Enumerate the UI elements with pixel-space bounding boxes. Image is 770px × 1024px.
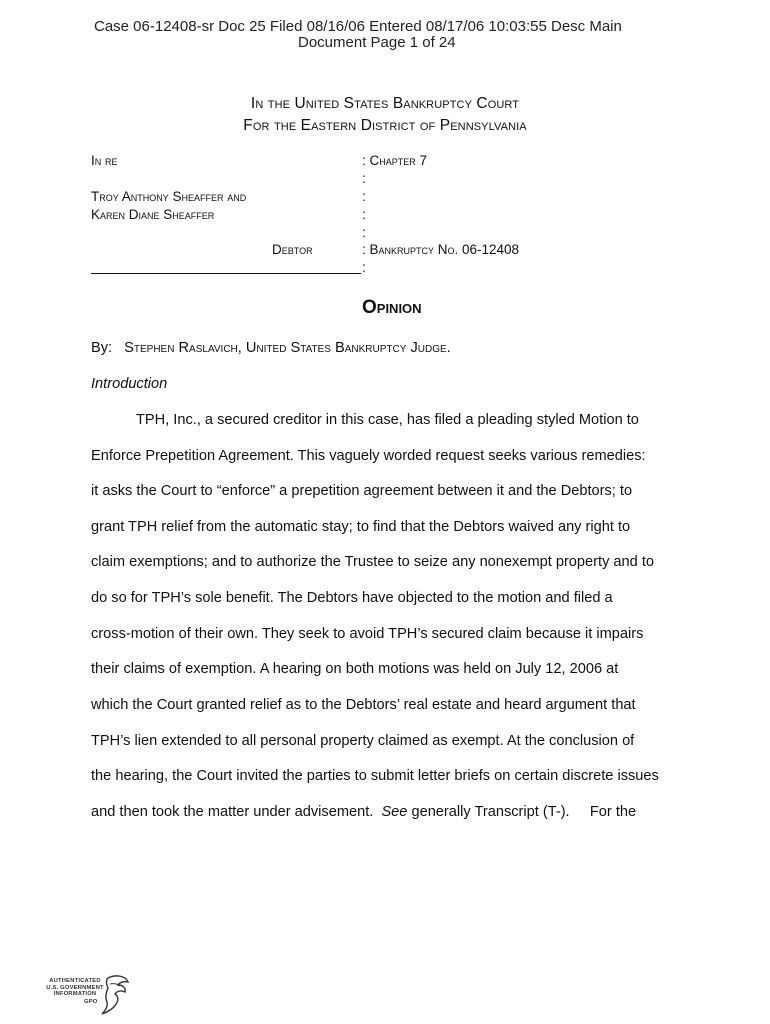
court-name: In the United States Bankruptcy Court [250, 95, 520, 112]
debtor-name-1: Troy Anthony Sheaffer and [91, 189, 247, 204]
body-line: it asks the Court to “enforce” a prepetition agreement between it and the Debtors; to [91, 483, 633, 499]
seal-line: INFORMATION [53, 991, 97, 998]
body-line: grant TPH relief from the automatic stay; to find that the Debtors waived any right to [91, 519, 631, 535]
body-text: generally Transcript (T-). For the [407, 804, 637, 820]
caption-rule [91, 273, 361, 274]
case-header-line1: Case 06-12408-sr Doc 25 Filed 08/16/06 Entered 08/17/06 10:03:55 Desc Main [94, 18, 622, 35]
by-label: By: [91, 340, 113, 356]
body-line: claim exemptions; and to authorize the Trustee to seize any nonexempt property and to [91, 554, 654, 570]
body-line: TPH, Inc., a secured creditor in this case, has filed a pleading styled Motion to [136, 412, 639, 428]
judge-name: Stephen Raslavich, United States Bankruptcy Judge. [124, 340, 451, 356]
caption-colon: : [362, 189, 366, 204]
see-signal: See [381, 804, 408, 820]
in-re-label: In re [91, 153, 118, 168]
caption-colon: : [362, 207, 366, 222]
chapter-label: : Chapter 7 [362, 153, 428, 168]
seal-line: AUTHENTICATED [49, 978, 101, 984]
body-line: which the Court granted relief as to the Debtors’ real estate and heard argument that [91, 697, 636, 713]
opinion-title: Opinion [362, 297, 422, 318]
caption-colon: : [362, 171, 366, 186]
body-line: do so for TPH’s sole benefit. The Debtors have objected to the motion and filed a [91, 590, 613, 606]
body-line: the hearing, the Court invited the parties to submit letter briefs on certain discrete issues [91, 768, 659, 784]
body-text: and then took the matter under advisement. [91, 804, 382, 820]
seal-gpo: GPO [84, 999, 98, 1005]
body-line [91, 804, 636, 820]
gpo-authentication-seal [44, 972, 134, 1016]
body-line: Enforce Prepetition Agreement. This vaguely worded request seeks various remedies: [91, 448, 646, 464]
by-line [91, 340, 451, 356]
bankruptcy-number: : Bankruptcy No. 06-12408 [362, 242, 520, 257]
section-heading: Introduction [91, 376, 168, 392]
body-line: cross-motion of their own. They seek to avoid TPH’s secured claim because it impairs [91, 626, 644, 642]
case-header-line2: Document Page 1 of 24 [298, 34, 456, 51]
seal-line: U.S. GOVERNMENT [46, 984, 104, 991]
court-district: For the Eastern District of Pennsylvania [243, 117, 527, 134]
body-line: their claims of exemption. A hearing on both motions was held on July 12, 2006 at [91, 661, 619, 677]
debtor-name-2: Karen Diane Sheaffer [91, 207, 215, 222]
caption-colon: : [362, 260, 366, 275]
caption-colon: : [362, 225, 366, 240]
body-line: TPH’s lien extended to all personal property claimed as exempt. At the conclusion of [91, 733, 635, 749]
debtor-label: Debtor [272, 242, 313, 257]
